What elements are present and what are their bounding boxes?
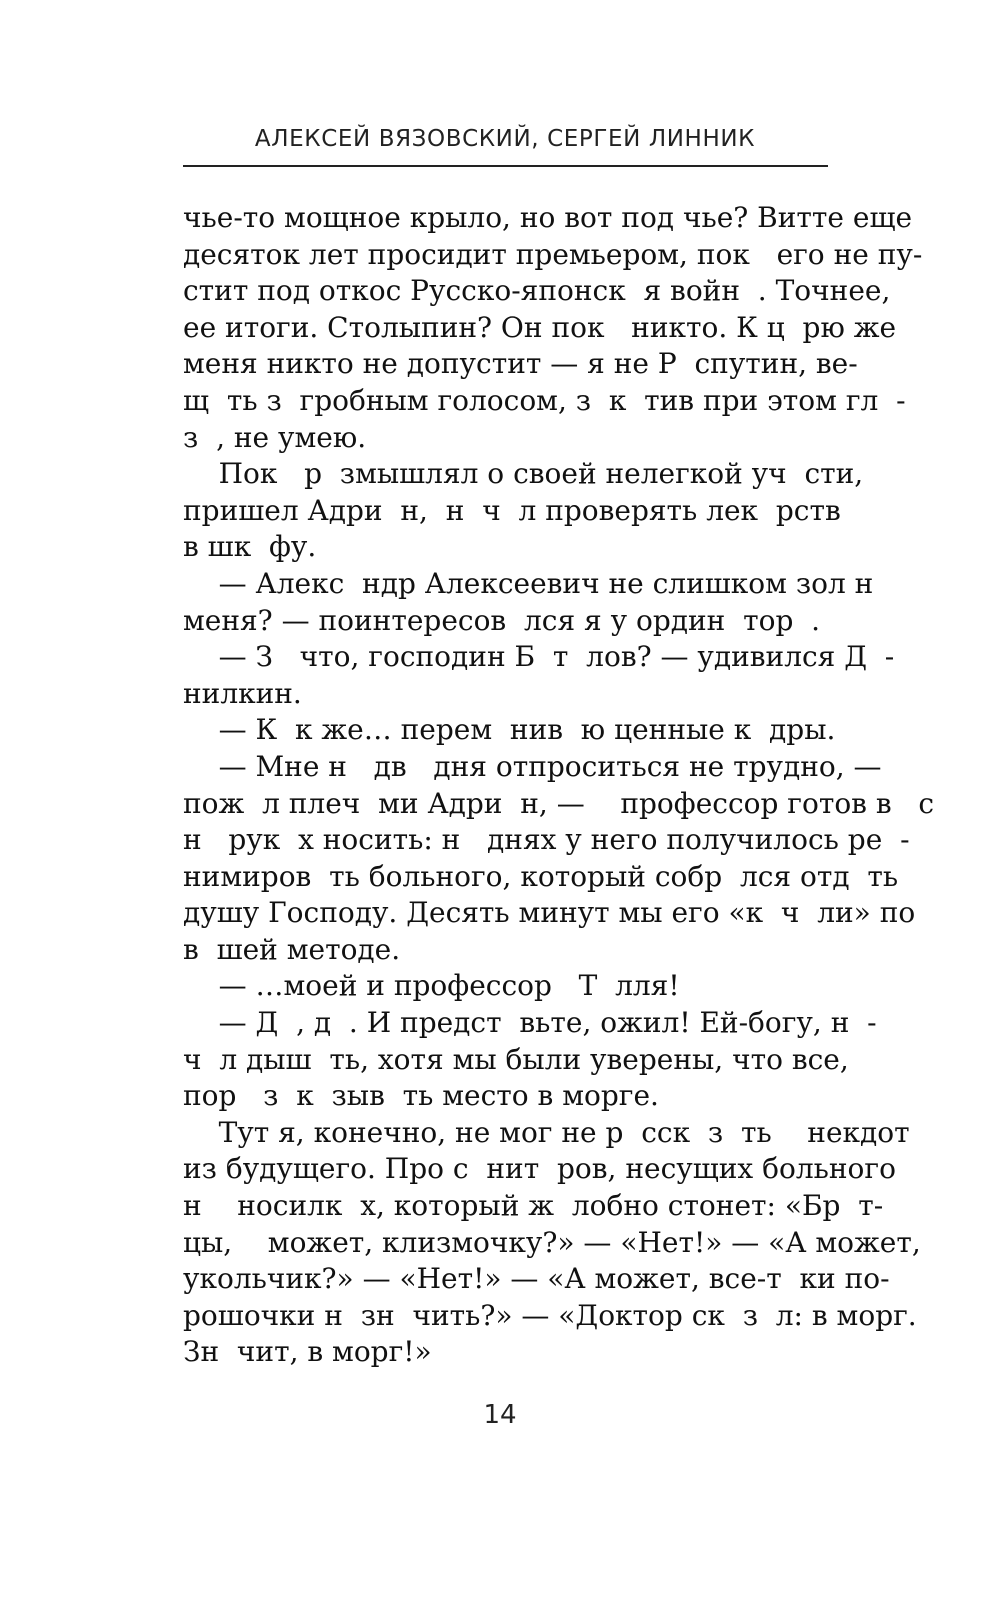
- text-line: из будущего. Про с нит ров, несущих больного: [183, 1152, 896, 1186]
- text-line: меня? — поинтересов лся я у ордин тор .: [183, 603, 821, 637]
- text-line: — Д , д . И предст вьте, ожил! Ей-богу, н -: [183, 1006, 877, 1040]
- text-line: десяток лет просидит премьером, пок его не пу-: [183, 237, 923, 271]
- running-header: АЛЕКСЕЙ ВЯЗОВСКИЙ, СЕРГЕЙ ЛИННИК: [254, 126, 756, 152]
- page-number: 14: [483, 1400, 517, 1430]
- text-line: ее итоги. Столыпин? Он пок никто. К ц рю же: [183, 310, 897, 344]
- text-line: нилкин.: [183, 676, 302, 710]
- text-line: рошочки н зн чить?» — «Доктор ск з л: в морг.: [183, 1298, 917, 1332]
- text-line: цы, может, клизмочку?» — «Нет!» — «А может,: [183, 1225, 921, 1259]
- text-line: — К к же… перем нив ю ценные к дры.: [183, 713, 836, 747]
- body-text: [183, 200, 934, 1371]
- text-line: пор з к зыв ть место в морге.: [183, 1079, 659, 1113]
- text-line: стит под откос Русско-японск я войн . Точнее,: [183, 274, 891, 308]
- header-rule: [183, 165, 828, 167]
- text-line: в шей методе.: [183, 932, 401, 966]
- text-line: Пок р змышлял о своей нелегкой уч сти,: [183, 457, 864, 491]
- text-line: в шк фу.: [183, 530, 317, 564]
- text-line: н рук х носить: н днях у него получилось ре -: [183, 823, 910, 857]
- text-line: меня никто не допустит — я не Р спутин, ве-: [183, 347, 858, 381]
- text-line: — Алекс ндр Алексеевич не слишком зол н: [183, 566, 874, 600]
- text-line: пож л плеч ми Адри н, — профессор готов в с: [183, 786, 934, 820]
- text-line: чье-то мощное крыло, но вот под чье? Витте еще: [183, 201, 913, 234]
- text-line: нимиров ть больного, который собр лся отд ть: [183, 859, 899, 893]
- text-line: душу Господу. Десять минут мы его «к ч ли» по: [183, 896, 916, 930]
- text-line: — Мне н дв дня отпроситься не трудно, —: [183, 749, 882, 783]
- text-line: Зн чит, в морг!»: [183, 1335, 432, 1369]
- text-line: укольчик?» — «Нет!» — «А может, все-т ки по-: [183, 1262, 890, 1296]
- text-line: Тут я, конечно, не мог не р сск з ть некдот: [183, 1115, 910, 1149]
- text-line: — …моей и профессор Т лля!: [183, 969, 680, 1003]
- text-line: ч л дыш ть, хотя мы были уверены, что все,: [183, 1042, 849, 1076]
- text-line: пришел Адри н, н ч л проверять лек рств: [183, 493, 841, 527]
- text-line: — З что, господин Б т лов? — удивился Д -: [183, 640, 895, 674]
- text-line: н носилк х, который ж лобно стонет: «Бр т-: [183, 1189, 884, 1223]
- text-line: щ ть з гробным голосом, з к тив при этом гл -: [183, 383, 906, 417]
- text-line: з , не умею.: [183, 420, 367, 454]
